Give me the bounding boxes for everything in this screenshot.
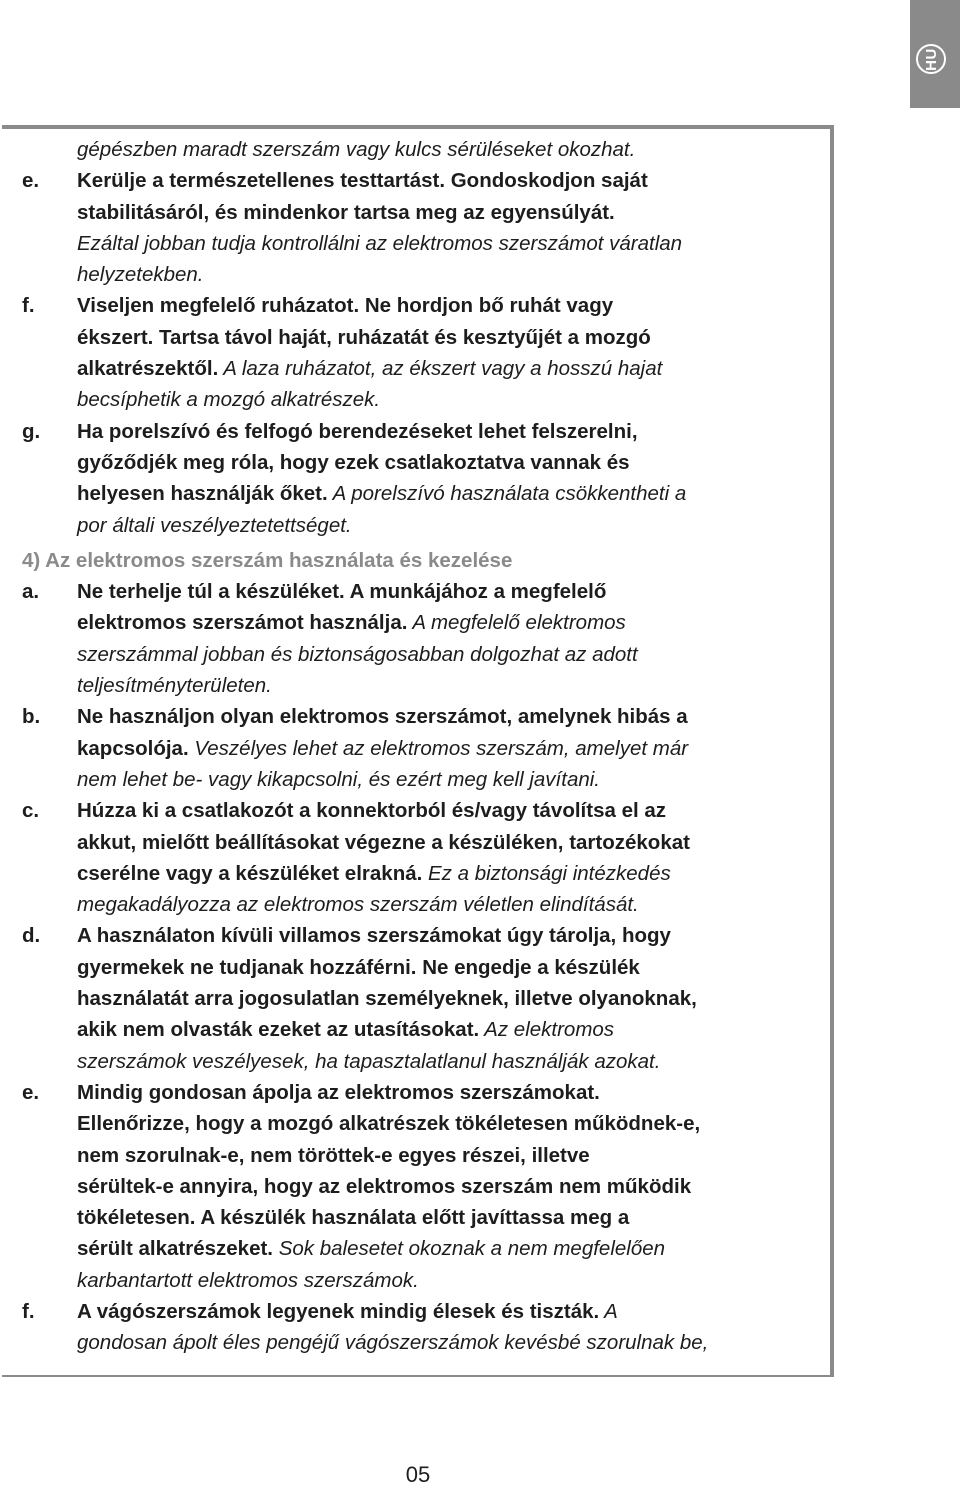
- text-line: nem szorulnak-e, nem töröttek-e egyes részei, illetve: [77, 1143, 590, 1167]
- text-line: sérült alkatrészeket. Sok balesetet okoznak a nem megfelelően: [77, 1237, 666, 1261]
- text-line: akkut, mielőtt beállításokat végezne a készüléken, tartozékokat: [77, 830, 690, 854]
- text-line: gépészben maradt szerszám vagy kulcs sérüléseket okozhat.: [77, 138, 636, 161]
- language-badge: [916, 44, 946, 74]
- text-line: tökéletesen. A készülék használata előtt javíttassa meg a: [77, 1206, 630, 1230]
- text-line: cserélne vagy a készüléket elrakná. Ez a biztonsági intézkedés: [77, 861, 671, 885]
- text-line: kapcsolója. Veszélyes lehet az elektromos szerszám, amelyet már: [77, 736, 689, 760]
- text-line: stabilitásáról, és mindenkor tartsa meg az egyensúlyát.: [77, 200, 615, 224]
- item-label: b.: [22, 705, 41, 729]
- text-line: gondosan ápolt éles pengéjű vágószerszámok kevésbé szorulnak be,: [77, 1331, 709, 1355]
- text-line: nem lehet be- vagy kikapcsolni, és ezért meg kell javítani.: [77, 767, 601, 791]
- item-label: a.: [22, 580, 40, 604]
- text-line: gyermekek ne tudjanak hozzáférni. Ne engedje a készülék: [77, 955, 640, 979]
- item-d: d. A használaton kívüli villamos szerszámokat úgy tárolja, hogy: [22, 920, 822, 951]
- text-line: akik nem olvasták ezeket az utasításokat. Az elektromos: [77, 1018, 615, 1042]
- item-g: g. Ha porelszívó és felfogó berendezéseket lehet felszerelni,: [22, 416, 822, 447]
- item-label: e.: [22, 169, 40, 193]
- section-heading: 4) Az elektromos szerszám használata és kezelése: [22, 548, 513, 572]
- text-line: helyzetekben.: [77, 263, 204, 287]
- item-label: e.: [22, 1080, 40, 1104]
- page-number: 05: [405, 1462, 431, 1487]
- text-line: helyesen használják őket. A porelszívó használata csökkentheti a: [77, 482, 687, 506]
- text-line: becsíphetik a mozgó alkatrészek.: [77, 388, 381, 412]
- language-badge-label: HU: [922, 47, 940, 71]
- item-a: a. Ne terhelje túl a készüléket. A munkájához a megfelelő: [22, 576, 822, 607]
- text-line: elektromos szerszámot használja. A megfelelő elektromos: [77, 611, 626, 635]
- text-line: szerszámok veszélyesek, ha tapasztalatlanul használják azokat.: [77, 1049, 661, 1073]
- text-line: karbantartott elektromos szerszámok.: [77, 1268, 419, 1292]
- item-f-cutting-tools: f. A vágószerszámok legyenek mindig élesek és tiszták. A: [22, 1296, 822, 1327]
- text-line: megakadályozza az elektromos szerszám véletlen elindítását.: [77, 893, 639, 917]
- item-f: f. Viseljen megfelelő ruházatot. Ne hordjon bő ruhát vagy: [22, 290, 822, 321]
- item-e: e. Kerülje a természetellenes testtartást. Gondoskodjon saját: [22, 165, 822, 196]
- text-line: sérültek-e annyira, hogy az elektromos szerszám nem működik: [77, 1174, 692, 1198]
- item-label: d.: [22, 924, 41, 948]
- item-e-maintenance: e. Mindig gondosan ápolja az elektromos szerszámokat.: [22, 1077, 822, 1108]
- item-label: f.: [22, 1299, 35, 1323]
- item-label: g.: [22, 419, 41, 443]
- item-label: f.: [22, 294, 35, 318]
- text-line: ékszert. Tartsa távol haját, ruházatát és kesztyűjét a mozgó: [77, 325, 651, 349]
- instruction-text: [22, 134, 822, 1359]
- text-line: győződjék meg róla, hogy ezek csatlakoztatva vannak és: [77, 450, 630, 474]
- item-label: c.: [22, 799, 40, 823]
- text-line: szerszámmal jobban és biztonságosabban dolgozhat az adott: [77, 642, 638, 666]
- text-line: Ezáltal jobban tudja kontrollálni az elektromos szerszámot váratlan: [77, 231, 683, 255]
- text-line: használatát arra jogosulatlan személyeknek, illetve olyanoknak,: [77, 987, 697, 1011]
- text-line: por általi veszélyeztetettséget.: [77, 513, 352, 537]
- item-b: b. Ne használjon olyan elektromos szerszámot, amelynek hibás a: [22, 701, 822, 732]
- text-line: alkatrészektől. A laza ruházatot, az ékszert vagy a hosszú hajat: [77, 357, 663, 381]
- item-c: c. Húzza ki a csatlakozót a konnektorból és/vagy távolítsa el az: [22, 795, 822, 826]
- text-line: teljesítményterületen.: [77, 674, 272, 698]
- text-line: Ellenőrizze, hogy a mozgó alkatrészek tökéletesen működnek-e,: [77, 1112, 701, 1136]
